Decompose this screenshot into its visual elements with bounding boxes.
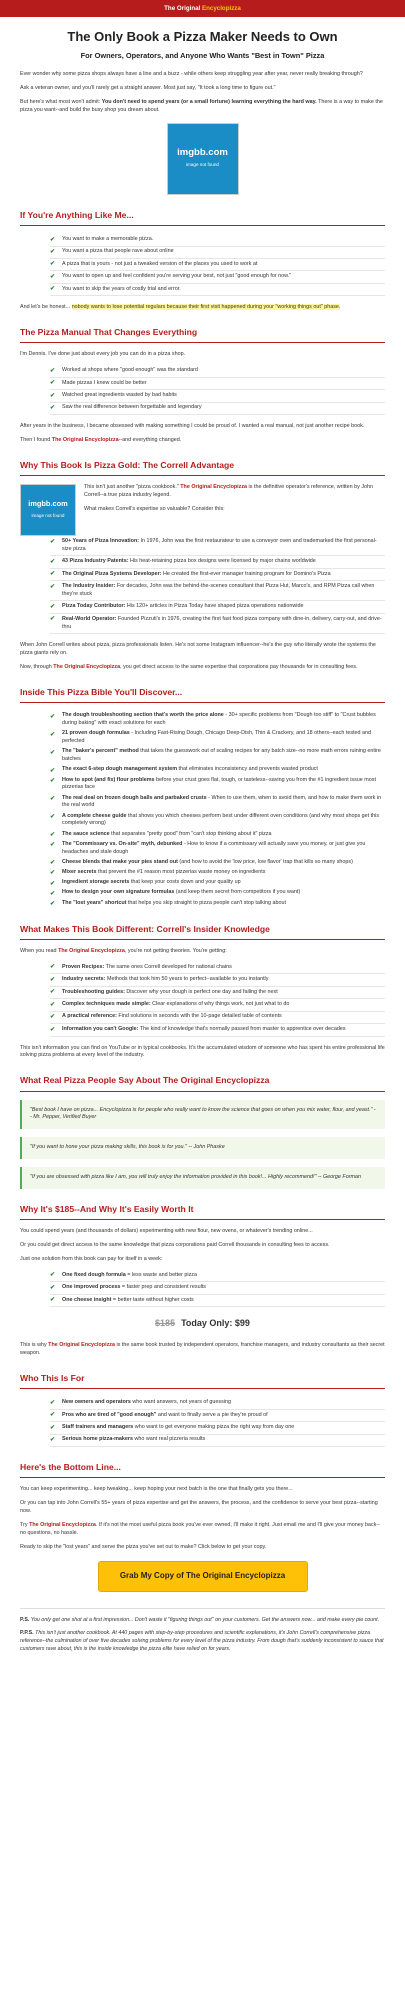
list-item: ✔ One improved process = faster prep and consistent results (50, 1282, 385, 1294)
check-icon: ✔ (50, 261, 56, 268)
check-icon: ✔ (50, 1297, 56, 1304)
list-item: ✔ You want to open up and feel confident you're serving your best, not just "good enough for now." (50, 271, 385, 283)
check-icon: ✔ (50, 1284, 56, 1291)
paragraph: This is why The Original Encyclopizza is the same book trusted by independent operators, franchise managers, and industry consultants as their secret weapon. (20, 1342, 385, 1357)
list-item: ✔ Pizza Today Contributor: His 120+ articles in Pizza Today have shaped pizza operations nationwide (50, 601, 385, 613)
section-heading: The Pizza Manual That Changes Everything (20, 326, 385, 343)
list-item: ✔ Staff trainers and managers who want to get everyone making pizza the right way from day one (50, 1422, 385, 1434)
book-image-placeholder: imgbb.com image not found (167, 123, 239, 195)
check-icon: ✔ (50, 1437, 56, 1444)
author-image-placeholder: imgbb.com image not found (20, 484, 76, 536)
author-block (20, 484, 385, 536)
check-icon: ✔ (50, 571, 56, 578)
list-item: ✔ Industry secrets: Methods that took him 50 years to perfect--available to you instantly (50, 974, 385, 986)
section-heading: Why It's $185--And Why It's Easily Worth It (20, 1203, 385, 1220)
check-icon: ✔ (50, 273, 56, 280)
check-icon: ✔ (50, 976, 56, 983)
check-icon: ✔ (50, 813, 56, 820)
section-heading: What Makes This Book Different: Correll's Insider Knowledge (20, 923, 385, 940)
sale-price: Today Only: $99 (181, 1318, 250, 1329)
banner-brand: Encyclopizza (201, 5, 241, 12)
check-icon: ✔ (50, 1412, 56, 1419)
check-icon: ✔ (50, 392, 56, 399)
page-title: The Only Book a Pizza Maker Needs to Own (67, 29, 338, 44)
list-item: ✔ Saw the real difference between forgettable and legendary (50, 403, 385, 415)
list-item: ✔ A pizza that is yours - not just a tweaked version of the places you used to work at (50, 259, 385, 271)
list-item: ✔ 50+ Years of Pizza Innovation: In 1976, John was the first restaurateur to use a conveyor oven and trademarked the first personal-size pizza (50, 536, 385, 556)
price-display (20, 1317, 385, 1330)
check-icon: ✔ (50, 767, 56, 774)
paragraph: This isn't just another "pizza cookbook." The Original Encyclopizza is the definitive operator's reference, written by John Correll--a true pizza industry legend. (84, 484, 374, 498)
section-heading: If You're Anything Like Me... (20, 209, 385, 226)
list-item: ✔ The Industry Insider: For decades, John was the behind-the-scenes consultant that Pizza Hut, Marco's, and RPM Pizza call when they're stuck (50, 581, 385, 601)
check-icon: ✔ (50, 380, 56, 387)
list-item: ✔ Pros who are tired of "good enough" and want to finally serve a pie they're proud of (50, 1410, 385, 1422)
list-item: ✔ The exact 6-step dough management system that eliminates inconsistency and prevents wasted product (50, 766, 318, 774)
check-icon: ✔ (50, 603, 56, 610)
banner-text: The Original (164, 5, 202, 12)
check-icon: ✔ (50, 558, 56, 565)
check-icon: ✔ (50, 713, 56, 720)
check-icon: ✔ (50, 831, 56, 838)
list-item: ✔ How to design your own signature formulas (and keep them secret from competitors if you want) (50, 889, 301, 897)
check-icon: ✔ (50, 860, 56, 867)
list-item: ✔ Proven Recipes: The same ones Correll developed for national chains (50, 962, 385, 974)
main-content (20, 17, 385, 1653)
paragraph: Or you could get direct access to the same knowledge that pizza corporations paid Correll thousands in consulting fees to access. (20, 1242, 330, 1249)
section-heading: Inside This Pizza Bible You'll Discover... (20, 686, 385, 703)
check-icon: ✔ (50, 870, 56, 877)
list-item: ✔ Information you can't Google: The kind of knowledge that's normally passed from master to apprentice over decades (50, 1024, 385, 1036)
paragraph: I'm Dennis. I've done just about every job you can do in a pizza shop. (20, 351, 186, 358)
list-item: ✔ One fixed dough formula = less waste and better pizza (50, 1270, 385, 1282)
testimonial: "If you want to hone your pizza making skills, this book is for you." -- John Phaske (20, 1137, 385, 1159)
check-icon: ✔ (50, 795, 56, 802)
cta-container (20, 1561, 385, 1591)
checklist (50, 1270, 385, 1307)
list-item: ✔ The real deal on frozen dough balls and parbaked crusts - When to use them, when to avoid them, and how to make them work in the real world (50, 794, 382, 809)
checklist (50, 711, 385, 909)
highlight-paragraph: And let's be honest... nobody wants to lose potential regulars because their first visit happened during your "working things out" phase. (20, 304, 341, 311)
list-item: ✔ The dough troubleshooting section that's worth the price alone - 30+ specific problems from "Dough too stiff" to "Crust bubbles during baking" with exact solutions for each (50, 712, 376, 727)
check-icon: ✔ (50, 890, 56, 897)
paragraph: Or you can tap into John Correll's 55+ years of pizza expertise and get the answers, the process, and the confidence to serve your best pizza--starting now. (20, 1500, 378, 1515)
paragraph: When John Correll writes about pizza, pizza professionals listen. He's not some Instagram influencer--he's the guy who literally wrote the systems the pizza giants rely on. (20, 642, 376, 656)
paragraph: Ready to skip the "lost years" and serve the pizza you've set out to make? Click below to get your copy. (20, 1543, 267, 1550)
check-icon: ✔ (50, 1001, 56, 1008)
paragraph: What makes Correll's expertise so valuable? Consider this: (84, 505, 225, 512)
check-icon: ✔ (50, 286, 56, 293)
checklist (50, 1397, 385, 1447)
list-item: ✔ A complete cheese guide that shows you which cheeses perform best under different oven conditions (and why most shops get this completely wrong) (50, 812, 380, 827)
intro-paragraph: Ever wonder why some pizza shops always have a line and a buzz - while others keep struggling year after year, never really breaking through? (20, 71, 363, 78)
paragraph: Then I found The Original Encyclopizza--and everything changed. (20, 436, 182, 443)
check-icon: ✔ (50, 964, 56, 971)
check-icon: ✔ (50, 405, 56, 412)
list-item: ✔ Mixer secrets that prevent the #1 reason most pizzerias waste money on ingredients (50, 869, 266, 877)
testimonial: "If you are obsessed with pizza like I am, you will truly enjoy the information provided in this book!... Highly recommend!" -- George Forman (20, 1167, 385, 1189)
check-icon: ✔ (50, 1399, 56, 1406)
checklist (50, 234, 385, 296)
list-item: ✔ How to spot (and fix) flour problems before your crust goes flat, tough, or tasteless--saving you from the #1 ingredient issue most pizzerias face (50, 776, 376, 791)
check-icon: ✔ (50, 367, 56, 374)
check-icon: ✔ (50, 880, 56, 887)
paragraph: This isn't information you can find on YouTube or in typical cookbooks. It's the accumulated wisdom of someone who has spent his entire professional life solving pizza problems at every level of the industry. (20, 1044, 385, 1059)
list-item: ✔ Troubleshooting guides: Discover why your dough is perfect one day and failing the next (50, 987, 385, 999)
check-icon: ✔ (50, 249, 56, 256)
check-icon: ✔ (50, 901, 56, 907)
list-item: ✔ A practical reference: Find solutions in seconds with the 10-page detailed table of contents (50, 1012, 385, 1024)
testimonial: "Best book I have on pizza... Encyclopizza is for people who really want to know the science that goes on when you mix water, flour, and yeast." -- Mr. Pepper, Verified Buyer (20, 1100, 385, 1130)
intro-paragraph: Ask a veteran owner, and you'll rarely get a straight answer. Most just say, "It took a long time to figure out." (20, 85, 276, 92)
postscript (20, 1608, 385, 1654)
list-item: ✔ You want a pizza that people rave about online (50, 247, 385, 259)
check-icon: ✔ (50, 236, 56, 243)
check-icon: ✔ (50, 583, 56, 590)
paragraph: Now, through The Original Encyclopizza, you get direct access to the same expertise that corporations pay thousands for in consulting fees. (20, 663, 358, 670)
paragraph: Just one solution from this book can pay for itself in a week: (20, 1256, 163, 1263)
list-item: ✔ Cheese blends that make your pies stand out (and how to avoid the 'low price, low flavor' trap that kills so many shops) (50, 858, 353, 867)
paragraph: You can keep experimenting... keep tweaking... keep hoping your next batch is the one that finally gets you there... (20, 1486, 293, 1493)
list-item: ✔ Ingredient storage secrets that keep your costs down and your quality up (50, 879, 241, 887)
list-item: ✔ Complex techniques made simple: Clear explanations of why things work, not just what to do (50, 999, 385, 1011)
list-item: ✔ Made pizzas I knew could be better (50, 378, 385, 390)
intro-paragraph: But here's what most won't admit: You don't need to spend years (or a small fortune) learning everything the hard way. There is a way to make the pizza you want--and build the busy shop you dream about. (20, 98, 383, 113)
check-icon: ✔ (50, 731, 56, 738)
paragraph: Try The Original Encyclopizza. If it's not the most useful pizza book you've ever owned, I'll make it right. Just email me and I'll give your money back--no questions, no hassle. (20, 1521, 380, 1536)
checklist (50, 365, 385, 415)
paragraph: You could spend years (and thousands of dollars) experimenting with new flour, new ovens, or whatever's trending online... (20, 1228, 313, 1235)
pps-paragraph: P.P.S. This isn't just another cookbook. At 440 pages with step-by-step procedures and scientific explanations, it's John Correll's comprehensive pizza reference--the culmination of over five decades solving problems for every level of the pizza industry. From dough that's suddenly inconsistent to sauce that customers rave about, this is the inside knowledge the pizza elite have relied on for years. (20, 1630, 384, 1652)
list-item: ✔ You want to make a memorable pizza. (50, 234, 385, 246)
paragraph: When you read The Original Encyclopizza, you're not getting theories. You're getting: (20, 948, 227, 955)
checklist (50, 536, 385, 634)
list-item: ✔ Worked at shops where "good enough" was the standard (50, 365, 385, 377)
list-item: ✔ Real-World Operator: Founded Pizzuti's in 1976, creating the first fast food pizza company with dine-in, delivery, carry-out, and drive-thru (50, 614, 385, 634)
list-item: ✔ The "lost years" shortcut that helps you skip straight to pizza people can't stop talking about (50, 899, 286, 907)
checklist (50, 962, 385, 1037)
list-item: ✔ New owners and operators who want answers, not years of guessing (50, 1397, 385, 1409)
list-item: ✔ One cheese insight = better taste without higher costs (50, 1295, 385, 1307)
old-price: $185 (155, 1318, 176, 1329)
list-item: ✔ The sauce science that separates "pretty good" from "can't stop thinking about it" pizza (50, 830, 272, 838)
section-heading: Why This Book Is Pizza Gold: The Correll Advantage (20, 459, 385, 476)
check-icon: ✔ (50, 1424, 56, 1431)
check-icon: ✔ (50, 1272, 56, 1279)
list-item: ✔ The "Commissary vs. On-site" myth, debunked - How to know if a commissary will actually save you money, or just give you headaches and stale dough (50, 840, 366, 855)
check-icon: ✔ (50, 777, 56, 784)
check-icon: ✔ (50, 1014, 56, 1021)
check-icon: ✔ (50, 842, 56, 849)
ps-paragraph: P.S. You only get one shot at a first impression... Don't waste it "figuring things out" on your customers. Get the answers now... and make every pie count. (20, 1616, 380, 1623)
check-icon: ✔ (50, 989, 56, 996)
list-item: ✔ Serious home pizza-makers who want real pizzeria results (50, 1435, 385, 1447)
section-heading: Here's the Bottom Line... (20, 1461, 385, 1478)
list-item: ✔ The Original Pizza Systems Developer: He created the first-ever manager training program for Domino's Pizza (50, 569, 385, 581)
check-icon: ✔ (50, 538, 56, 545)
list-item: ✔ 43 Pizza Industry Patents: His heat-retaining pizza box designs were licensed by major chains worldwide (50, 556, 385, 568)
list-item: ✔ 21 proven dough formulas - Including Fast-Rising Dough, Chicago Deep-Dish, Thin & Crackery, and 18 others--each tested and perfected (50, 730, 372, 745)
section-heading: Who This Is For (20, 1372, 385, 1389)
page-subtitle: For Owners, Operators, and Anyone Who Wants "Best in Town" Pizza (80, 50, 325, 60)
check-icon: ✔ (50, 1026, 56, 1033)
list-item: ✔ The "baker's percent" method that takes the guesswork out of scaling recipes for any batch size--no more math errors ruining entire batches (50, 748, 381, 763)
section-heading: What Real Pizza People Say About The Original Encyclopizza (20, 1074, 385, 1091)
paragraph: After years in the business, I became obsessed with making something I could be proud of. I wanted a real manual, not just another recipe book. (20, 423, 365, 429)
check-icon: ✔ (50, 749, 56, 756)
buy-button[interactable]: Grab My Copy of The Original Encyclopizza (98, 1561, 308, 1591)
list-item: ✔ You want to skip the years of costly trial and error. (50, 284, 385, 296)
list-item: ✔ Watched great ingredients wasted by bad habits (50, 390, 385, 402)
top-banner (0, 0, 405, 17)
check-icon: ✔ (50, 616, 56, 623)
